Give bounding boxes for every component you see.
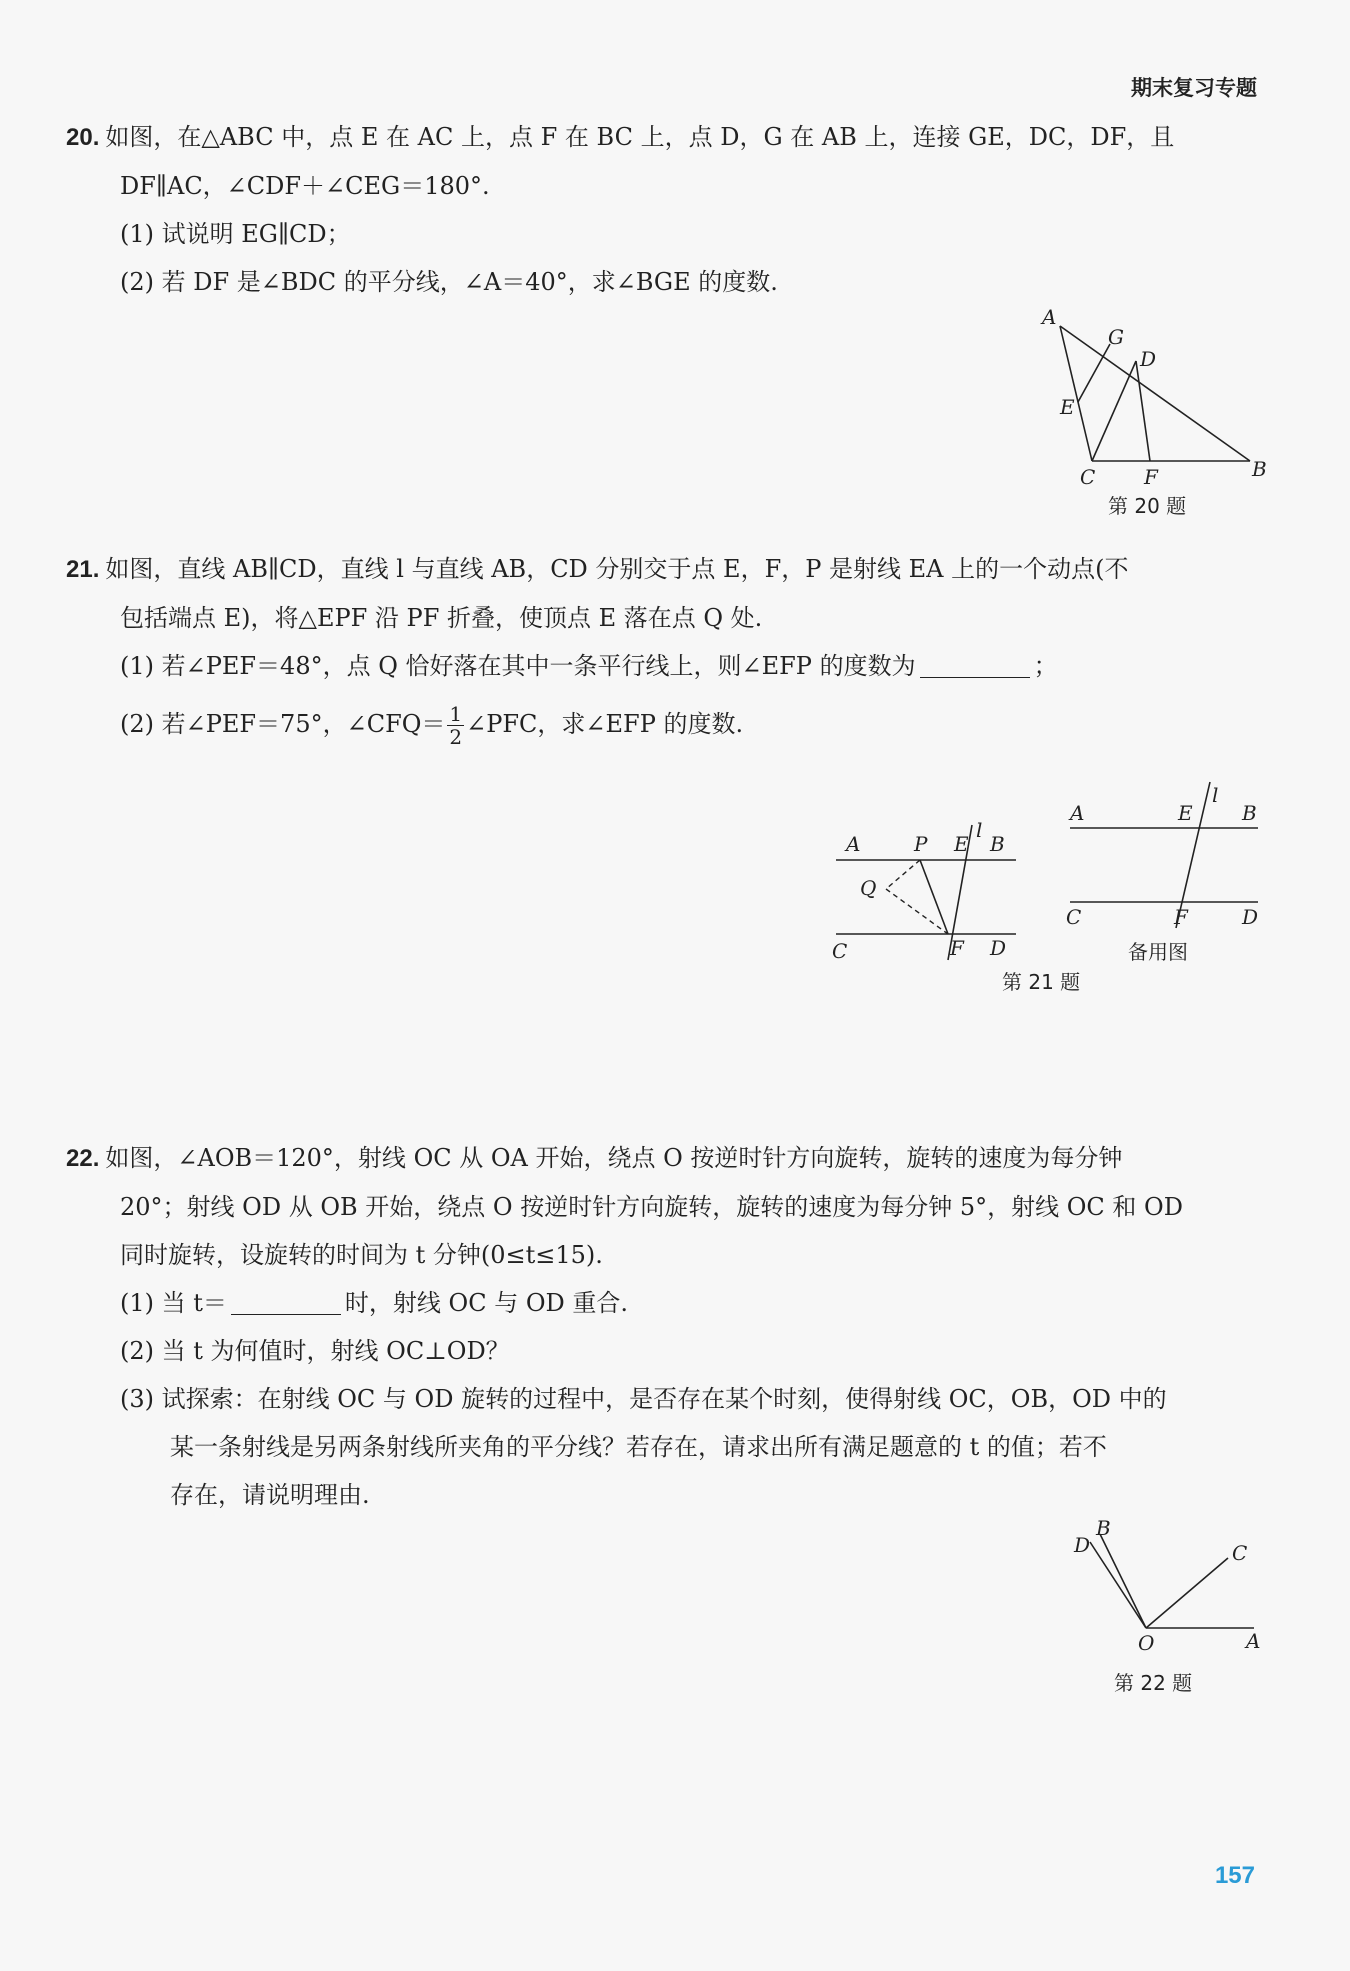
problem-number: 21. (66, 556, 100, 583)
label-D: D (1140, 347, 1157, 371)
problem-text: 20°；射线 OD 从 OB 开始，绕点 O 按逆时针方向旋转，旋转的速度为每分钟 5°，射线 OC 和 OD (120, 1193, 1183, 1221)
figure-21-caption: 第 21 题 (1002, 970, 1081, 994)
figure-20 (1030, 305, 1270, 494)
label-B: B (990, 832, 1005, 856)
label-B: B (1242, 801, 1257, 825)
label-P: P (914, 832, 928, 856)
problem-number: 20. (66, 124, 100, 151)
label-B: B (1252, 457, 1267, 481)
label-E: E (1060, 395, 1075, 419)
problem-21 (66, 545, 1262, 748)
figure-22-caption: 第 22 题 (1114, 1671, 1193, 1695)
question-2: (2) 当 t 为何值时，射线 OC⊥OD？ (120, 1337, 510, 1365)
label-D: D (1074, 1533, 1091, 1557)
label-C: C (1232, 1541, 1248, 1565)
label-l: l (976, 818, 983, 842)
figure-21-spare (1058, 780, 1268, 944)
question-3-cont: 某一条射线是另两条射线所夹角的平分线？若存在，请求出所有满足题意的 t 的值；若不 (170, 1433, 1107, 1461)
label-D: D (1242, 905, 1259, 929)
problem-text: 同时旋转，设旋转的时间为 t 分钟(0≤t≤15). (120, 1241, 603, 1269)
page-number: 157 (1214, 1862, 1255, 1889)
question-1: (1) 当 t＝ 时，射线 OC 与 OD 重合. (120, 1289, 629, 1317)
label-D: D (990, 936, 1007, 960)
label-C: C (1080, 465, 1096, 489)
problem-text: 如图，∠AOB＝120°，射线 OC 从 OA 开始，绕点 O 按逆时针方向旋转，旋转的速度为每分钟 (105, 1144, 1123, 1172)
question-2: (2) 若∠PEF＝75°，∠CFQ＝ $\frac{1}{2}$ ∠PFC，求∠EFP 的度数. (120, 702, 744, 749)
question-3-cont: 存在，请说明理由. (170, 1481, 370, 1509)
question-1: (1) 若∠PEF＝48°，点 Q 恰好落在其中一条平行线上，则∠EFP 的度数为 ； (120, 652, 1058, 680)
problem-22 (66, 1134, 1262, 1519)
label-F: F (1174, 905, 1188, 929)
label-E: E (1178, 801, 1193, 825)
label-A: A (1246, 1629, 1261, 1653)
question-1: (1) 试说明 EG∥CD； (120, 220, 351, 248)
label-C: C (1066, 905, 1082, 929)
problem-text: 如图，在△ABC 中，点 E 在 AC 上，点 F 在 BC 上，点 D，G 在 AB 上，连接 GE，DC，DF，且 (105, 123, 1175, 151)
label-C: C (832, 939, 848, 963)
problem-text: 包括端点 E)，将△EPF 沿 PF 折叠，使顶点 E 落在点 Q 处. (120, 604, 763, 632)
label-A: A (846, 832, 861, 856)
label-A: A (1042, 305, 1057, 329)
figure-22 (1060, 1516, 1270, 1664)
fraction-one-half: $\frac{1}{2}$ (449, 702, 463, 749)
label-l: l (1212, 783, 1219, 807)
answer-blank[interactable] (231, 1288, 341, 1315)
problem-text: DF∥AC，∠CDF＋∠CEG＝180°. (120, 172, 490, 200)
problem-text: 如图，直线 AB∥CD，直线 l 与直线 AB，CD 分别交于点 E，F，P 是射线 EA 上的一个动点(不 (105, 555, 1129, 583)
figure-21-spare-caption: 备用图 (1128, 940, 1188, 964)
label-B: B (1096, 1516, 1111, 1540)
problem-20 (66, 113, 1262, 306)
label-F: F (950, 936, 964, 960)
question-3: (3) 试探索：在射线 OC 与 OD 旋转的过程中，是否存在某个时刻，使得射线 OC，OB，OD 中的 (120, 1385, 1167, 1413)
label-Q: Q (860, 876, 877, 900)
label-F: F (1144, 465, 1158, 489)
question-2: (2) 若 DF 是∠BDC 的平分线，∠A＝40°，求∠BGE 的度数. (120, 268, 778, 296)
label-G: G (1108, 325, 1124, 349)
section-header: 期末复习专题 (1131, 76, 1257, 100)
label-E: E (954, 832, 969, 856)
problem-number: 22. (66, 1145, 100, 1172)
label-A: A (1070, 801, 1085, 825)
figure-20-caption: 第 20 题 (1108, 494, 1187, 518)
answer-blank[interactable] (920, 651, 1030, 678)
figure-21 (830, 815, 1030, 979)
label-O: O (1138, 1631, 1155, 1655)
